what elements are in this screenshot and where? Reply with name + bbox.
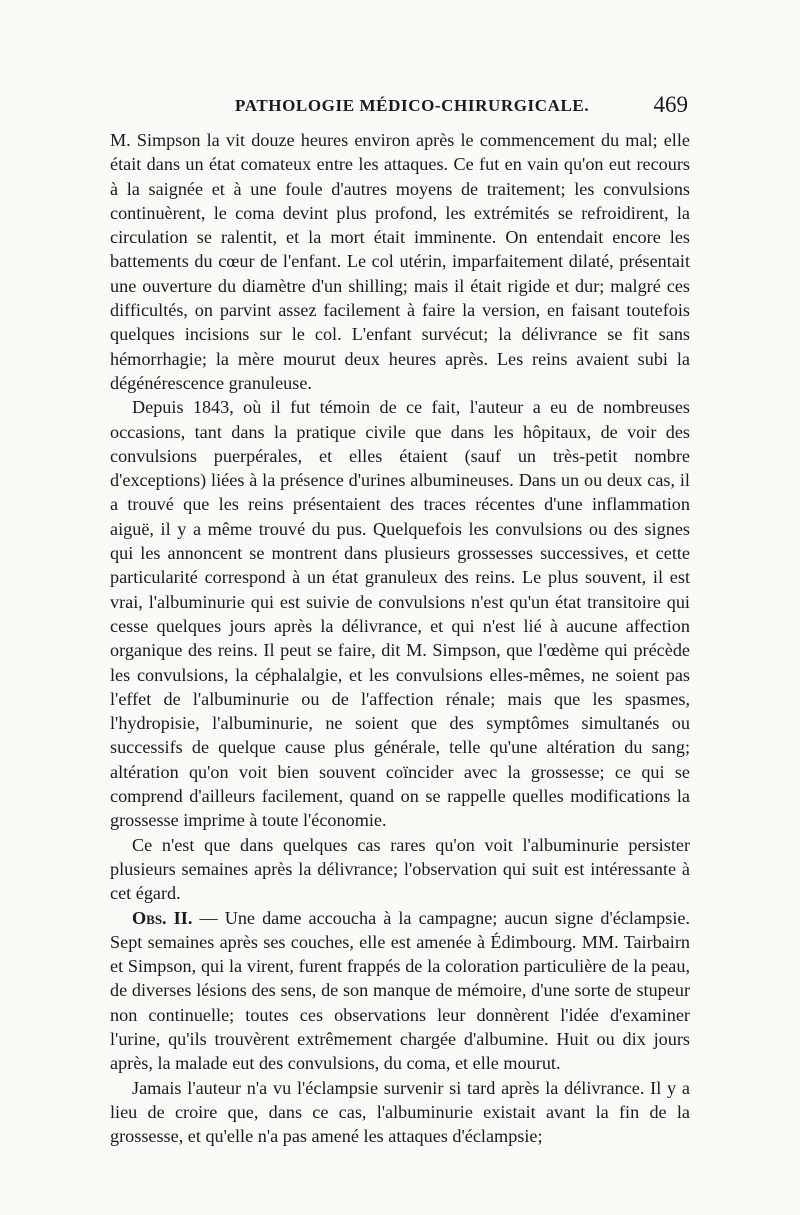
observation-text: — Une dame accoucha à la campagne; aucun signe d'éclampsie. Sept semaines après ses couches, elle est amenée à Édimbourg. MM. Tairbairn et Simpson, qui la virent, furent frappés de la coloration particulière de la peau, de diverses lésions des sens, de son manque de mémoire, d'une sorte de stupeur non continuelle; toutes ces observations leur donnèrent l'idée d'examiner l'urine, qu'ils trouvèrent extrêmement chargée d'albumine. Huit ou dix jours après, la malade eut des convulsions, du coma, et elle mourut. [110,907,690,1074]
page-header [110,92,688,120]
observation-paragraph [110,906,690,1076]
page-number: 469 [653,92,688,117]
paragraph-closing: Jamais l'auteur n'a vu l'éclampsie survenir si tard après la délivrance. Il y a lieu de croire que, dans ce cas, l'albuminurie existait avant la fin de la grossesse, et qu'elle n'a pas amené les attaques d'éclampsie; [110,1077,690,1147]
paragraph-rare-cases: Ce n'est que dans quelques cas rares qu'on voit l'albuminurie persister plusieurs semaines après la délivrance; l'observation qui suit est intéressante à cet égard. [110,834,690,904]
page-body [110,128,690,1148]
paragraph-case-continuation: M. Simpson la vit douze heures environ après le commencement du mal; elle était dans un état comateux entre les attaques. Ce fut en vain qu'on eut recours à la saignée et à une foule d'autres moyens de traitement; les convulsions continuèrent, le coma devint plus profond, les extrémités se refroidirent, la circulation se ralentit, et la mort était imminente. On entendait encore les battements du cœur de l'enfant. Le col utérin, imparfaitement dilaté, présentait une ouverture du diamètre d'un shilling; mais il était rigide et dur; malgré ces difficultés, on parvint assez facilement à faire la version, en faisant toutefois quelques incisions sur le col. L'enfant survécut; la délivrance se fit sans hémorrhagie; la mère mourut deux heures après. Les reins avaient subi la dégénérescence granuleuse. [110,130,690,393]
paragraph-author-experience: Depuis 1843, où il fut témoin de ce fait, l'auteur a eu de nombreuses occasions, tant dans la pratique civile que dans les hôpitaux, de voir des convulsions puerpérales, et elles étaient (sauf un très-petit nombre d'exceptions) liées à la présence d'urines albumineuses. Dans un ou deux cas, il a trouvé que les reins présentaient des traces récentes d'une inflammation aiguë, il y a même trouvé du pus. Quelquefois les convulsions ou des signes qui les annoncent se montrent dans plusieurs grossesses successives, et cette particularité correspond à un état granuleux des reins. Le plus souvent, il est vrai, l'albuminurie qui est suivie de convulsions n'est qu'un état transitoire qui cesse quelques jours après la délivrance, et qui n'est lié à aucune affection organique des reins. Il peut se faire, dit M. Simpson, que l'œdème qui précède les convulsions, la céphalalgie, et les convulsions elles-mêmes, ne soient pas l'effet de l'albuminurie ou de l'affection rénale; mais que les spasmes, l'hydropisie, l'albuminurie, ne soient que des symptômes simultanés ou successifs de quelque cause plus générale, telle qu'une altération du sang; altération qu'on voit bien souvent coïncider avec la grossesse; ce qui se comprend d'ailleurs facilement, quand on se rappelle quelles modifications la grossesse imprime à toute l'économie. [110,397,690,831]
observation-label: Obs. II. [132,907,193,928]
running-title: PATHOLOGIE MÉDICO-CHIRURGICALE. [235,96,590,115]
